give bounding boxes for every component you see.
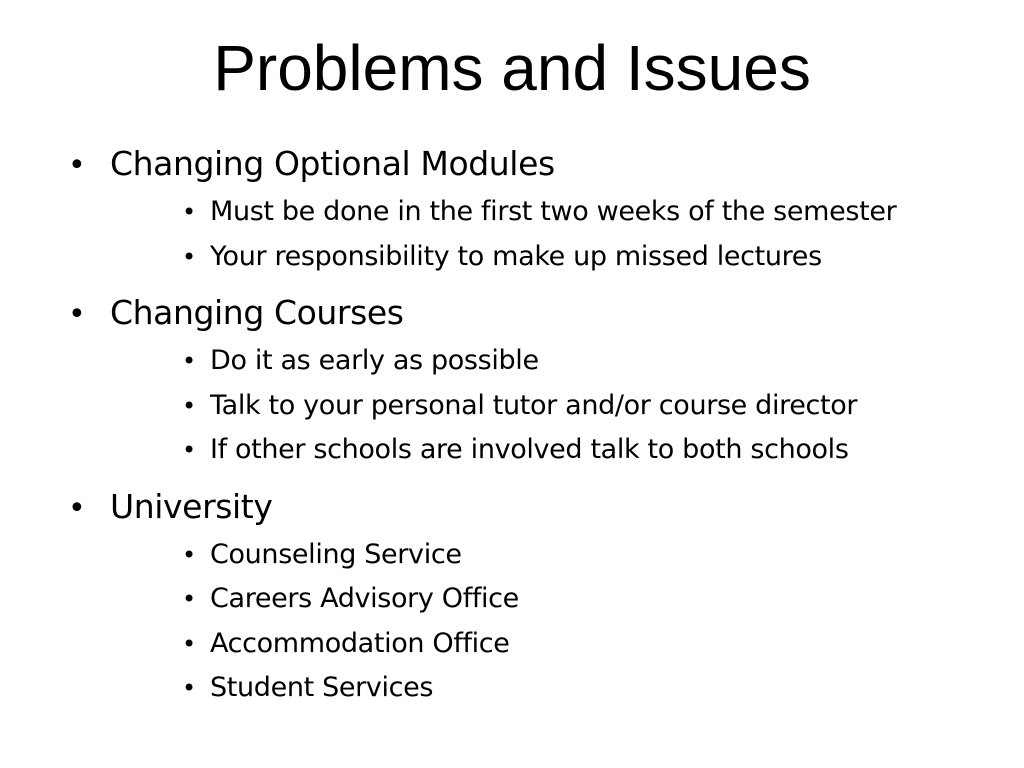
sub-bullet-item <box>68 533 1008 578</box>
sub-bullet-list <box>68 339 1008 473</box>
slide-body <box>68 140 1008 721</box>
sub-bullet-item <box>68 577 1008 622</box>
sub-bullet-text: Accommodation Office <box>210 627 510 659</box>
bullet-icon: • <box>182 585 196 613</box>
slide-title: Problems and Issues <box>213 32 811 104</box>
sub-bullet-item <box>68 235 1008 280</box>
sub-bullet-text: Talk to your personal tutor and/or course director <box>210 389 858 421</box>
section-heading: Changing Optional Modules <box>110 144 555 183</box>
bullet-icon: • <box>182 198 196 226</box>
sub-bullet-text: If other schools are involved talk to both schools <box>210 434 849 465</box>
sub-bullet-text: Counseling Service <box>210 538 462 570</box>
section-changing-courses <box>68 289 1008 473</box>
bullet-item <box>68 140 1008 190</box>
sub-bullet-item <box>68 428 1008 473</box>
section-heading: Changing Courses <box>110 293 404 332</box>
bullet-icon: • <box>68 148 86 183</box>
bullet-icon: • <box>182 540 196 569</box>
sub-bullet-item <box>68 339 1008 384</box>
section-changing-optional-modules <box>68 140 1008 279</box>
bullet-icon: • <box>68 297 86 332</box>
sub-bullet-text: Careers Advisory Office <box>210 583 519 614</box>
sub-bullet-text: Must be done in the first two weeks of the semester <box>210 196 897 227</box>
sub-bullet-text: Do it as early as possible <box>210 345 539 376</box>
sub-bullet-list <box>68 533 1008 711</box>
bullet-icon: • <box>182 347 196 375</box>
bullet-item <box>68 483 1008 533</box>
bullet-icon: • <box>182 436 196 464</box>
sub-bullet-text: Your responsibility to make up missed lectures <box>210 240 822 272</box>
bullet-icon: • <box>182 242 196 271</box>
sub-bullet-item <box>68 622 1008 667</box>
sub-bullet-list <box>68 190 1008 279</box>
section-university <box>68 483 1008 711</box>
sub-bullet-item <box>68 666 1008 711</box>
bullet-icon: • <box>182 629 196 658</box>
bullet-icon: • <box>68 490 86 526</box>
sub-bullet-item <box>68 384 1008 429</box>
sub-bullet-item <box>68 190 1008 235</box>
bullet-icon: • <box>182 391 196 420</box>
bullet-icon: • <box>182 674 196 702</box>
sub-bullet-text: Student Services <box>210 672 434 703</box>
section-heading: University <box>110 486 273 526</box>
bullet-item <box>68 289 1008 339</box>
